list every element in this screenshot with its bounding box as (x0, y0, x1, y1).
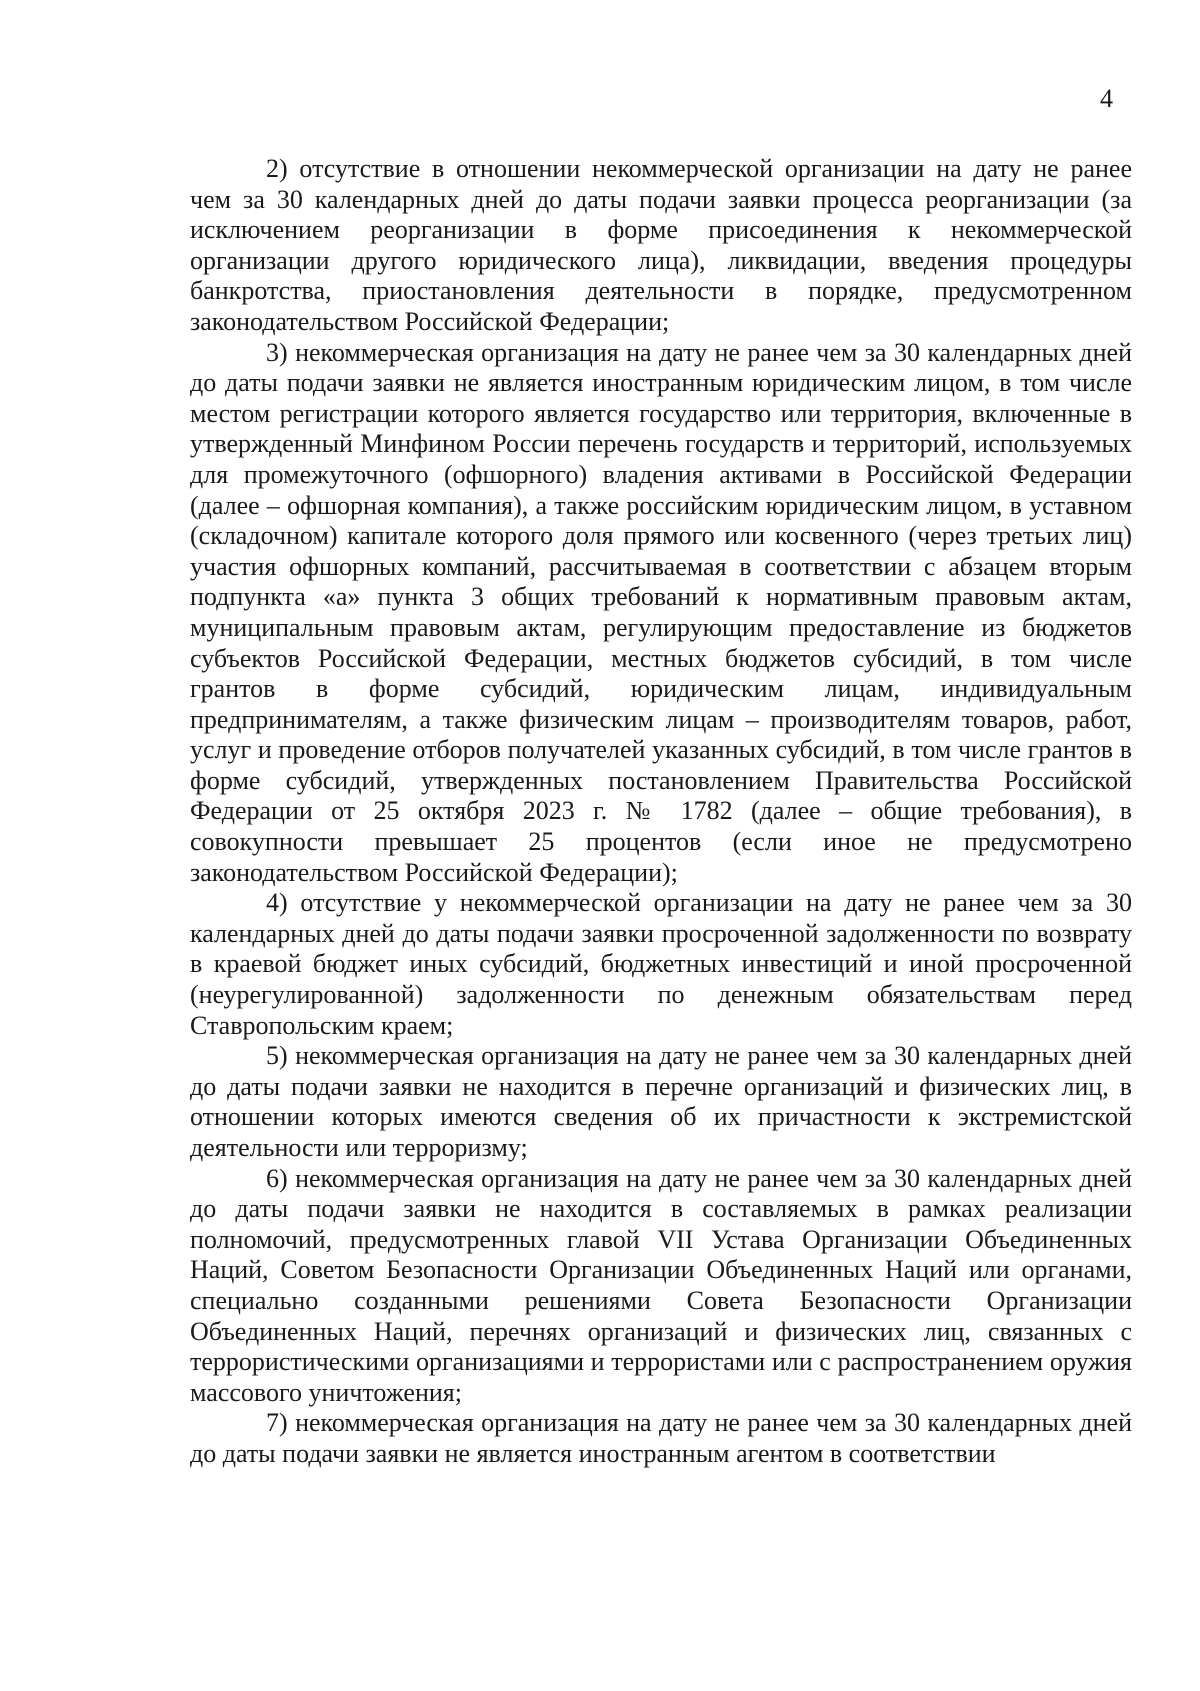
document-body (190, 154, 1132, 1470)
paragraph-item-7: 7) некоммерческая организация на дату не ранее чем за 30 календарных дней до даты подачи заявки не является иностранным агентом в соответствии (190, 1408, 1132, 1468)
paragraph-item-5: 5) некоммерческая организация на дату не ранее чем за 30 календарных дней до даты подачи заявки не находится в перечне организаций и физических лиц, в отношении которых имеются сведения об их причастности к экстремистской деятельности или терроризму; (190, 1041, 1132, 1162)
paragraph-item-3: 3) некоммерческая организация на дату не ранее чем за 30 календарных дней до даты подачи заявки не является иностранным юридическим лицом, в том числе местом регистрации которого является государство или территория, включенные в утвержденный Минфином России перечень государств и территорий, используемых для промежуточного (офшорного) владения активами в Российской Федерации (далее – офшорная компания), а также российским юридическим лицом, в уставном (складочном) капитале которого доля прямого или косвенного (через третьих лиц) участия офшорных компаний, рассчитываемая в соответствии с абзацем вторым подпункта «а» пункта 3 общих требований к нормативным правовым актам, муниципальным правовым актам, регулирующим предоставление из бюджетов субъектов Российской Федерации, местных бюджетов субсидий, в том числе грантов в форме субсидий, юридическим лицам, индивидуальным предпринимателям, а также физическим лицам – производителям товаров, работ, услуг и проведение отборов получателей указанных субсидий, в том числе грантов в форме субсидий, утвержденных постановлением Правительства Российской Федерации от 25 октября 2023 г. № 1782 (далее – общие требования), в совокупности превышает 25 процентов (если иное не предусмотрено законодательством Российской Федерации); (190, 337, 1132, 887)
paragraph-item-2: 2) отсутствие в отношении некоммерческой организации на дату не ранее чем за 30 календарных дней до даты подачи заявки процесса реорганизации (за исключением реорганизации в форме присоединения к некоммерческой организации другого юридического лица), ликвидации, введения процедуры банкротства, приостановления деятельности в порядке, предусмотренном законодательством Российской Федерации; (190, 154, 1132, 336)
paragraph-item-4: 4) отсутствие у некоммерческой организации на дату не ранее чем за 30 календарных дней до даты подачи заявки просроченной задолженности по возврату в краевой бюджет иных субсидий, бюджетных инвестиций и иной просроченной (неурегулированной) задолженности по денежным обязательствам перед Ставропольским краем; (190, 888, 1132, 1040)
paragraph-item-6: 6) некоммерческая организация на дату не ранее чем за 30 календарных дней до даты подачи заявки не находится в составляемых в рамках реализации полномочий, предусмотренных главой VII Устава Организации Объединенных Наций, Советом Безопасности Организации Объединенных Наций или органами, специально созданными решениями Совета Безопасности Организации Объединенных Наций, перечнях организаций и физических лиц, связанных с террористическими организациями и террористами или с распространением оружия массового уничтожения; (190, 1163, 1132, 1407)
page-number: 4 (1100, 84, 1113, 113)
